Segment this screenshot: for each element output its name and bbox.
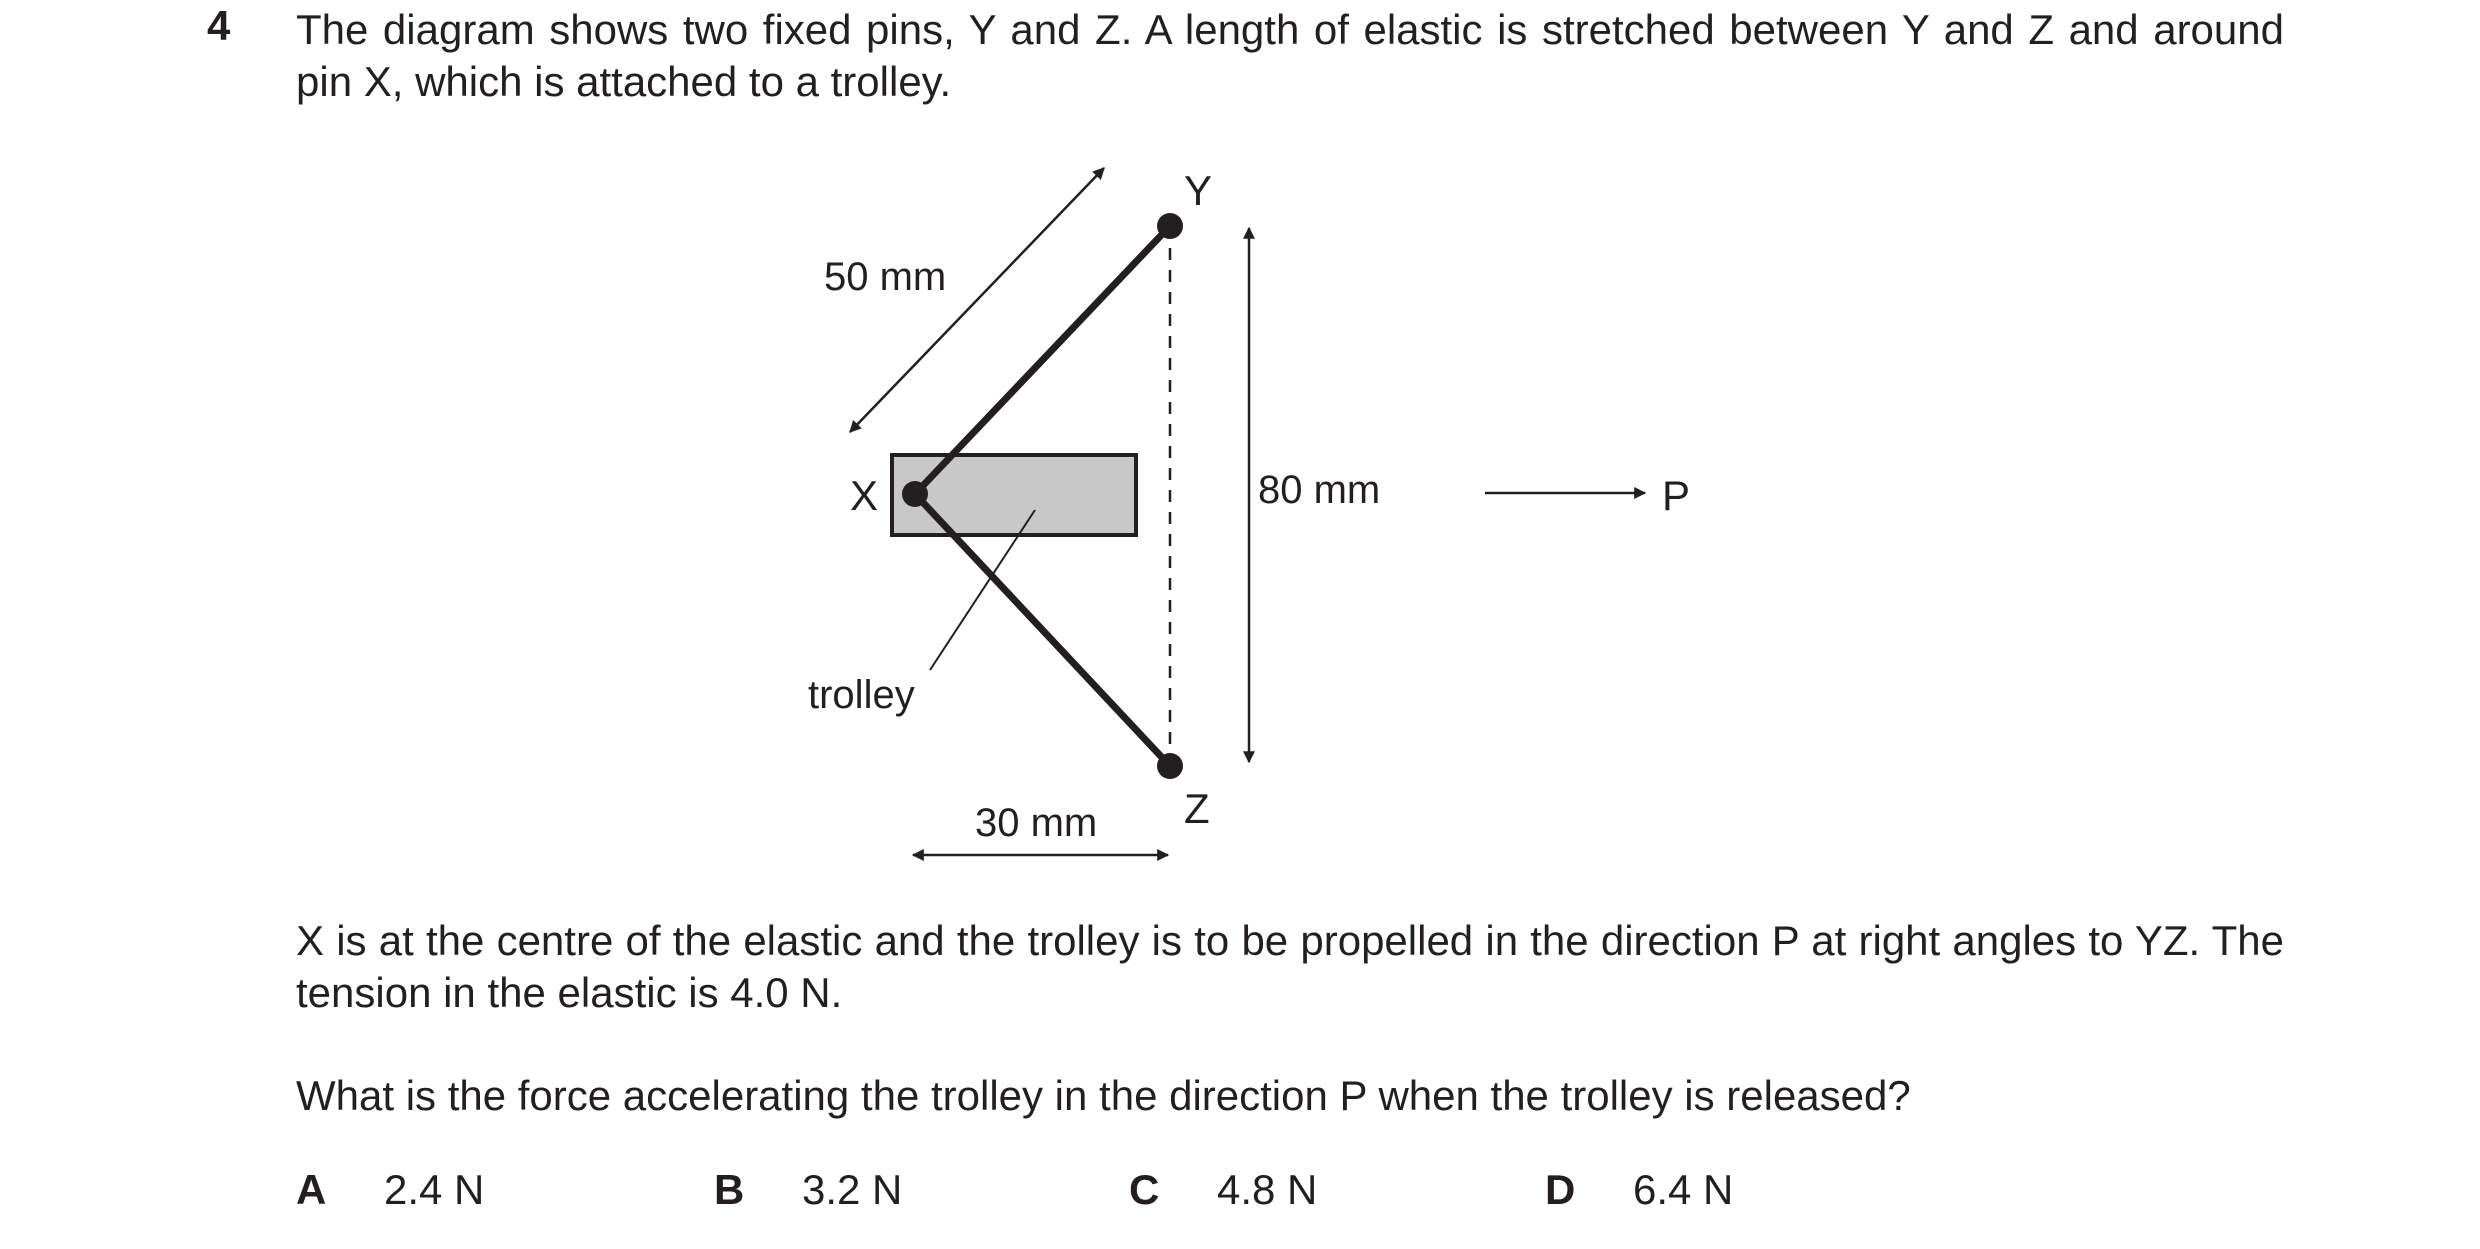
option-c-letter: C bbox=[1129, 1166, 1160, 1213]
question-statement: X is at the centre of the elastic and the trolley is to be propelled in the direction P at right angles to YZ. The tension in the elastic is 4.0 N. bbox=[296, 917, 2284, 1016]
pin-x bbox=[902, 481, 928, 507]
question-prompt: What is the force accelerating the trolley in the direction P when the trolley is released? bbox=[296, 1072, 1911, 1119]
pin-z bbox=[1157, 753, 1183, 779]
question-number: 4 bbox=[207, 2, 231, 49]
label-pin-x: X bbox=[850, 472, 879, 519]
option-d-letter: D bbox=[1545, 1166, 1576, 1213]
xy-length-arrow bbox=[850, 168, 1104, 432]
label-length-xy: 50 mm bbox=[824, 255, 947, 299]
label-pin-z: Z bbox=[1184, 785, 1210, 832]
label-length-perpendicular: 30 mm bbox=[975, 801, 1098, 845]
option-b[interactable] bbox=[714, 1166, 902, 1214]
label-pin-y: Y bbox=[1184, 167, 1213, 214]
question-intro: The diagram shows two fixed pins, Y and Z. A length of elastic is stretched between Y and Z and around pin X, which is attached to a trolley. bbox=[296, 6, 2284, 105]
option-a[interactable] bbox=[296, 1166, 484, 1214]
pin-y bbox=[1157, 213, 1183, 239]
option-c[interactable] bbox=[1129, 1166, 1317, 1214]
option-b-letter: B bbox=[714, 1166, 745, 1213]
option-c-value: 4.8 N bbox=[1217, 1166, 1318, 1213]
option-d[interactable] bbox=[1545, 1166, 1733, 1214]
option-d-value: 6.4 N bbox=[1633, 1166, 1734, 1213]
option-a-letter: A bbox=[296, 1166, 327, 1213]
option-a-value: 2.4 N bbox=[384, 1166, 485, 1213]
option-b-value: 3.2 N bbox=[802, 1166, 903, 1213]
label-direction-p: P bbox=[1662, 472, 1691, 519]
trolley-body bbox=[892, 455, 1136, 535]
label-length-yz: 80 mm bbox=[1258, 468, 1381, 512]
label-trolley: trolley bbox=[808, 673, 915, 717]
